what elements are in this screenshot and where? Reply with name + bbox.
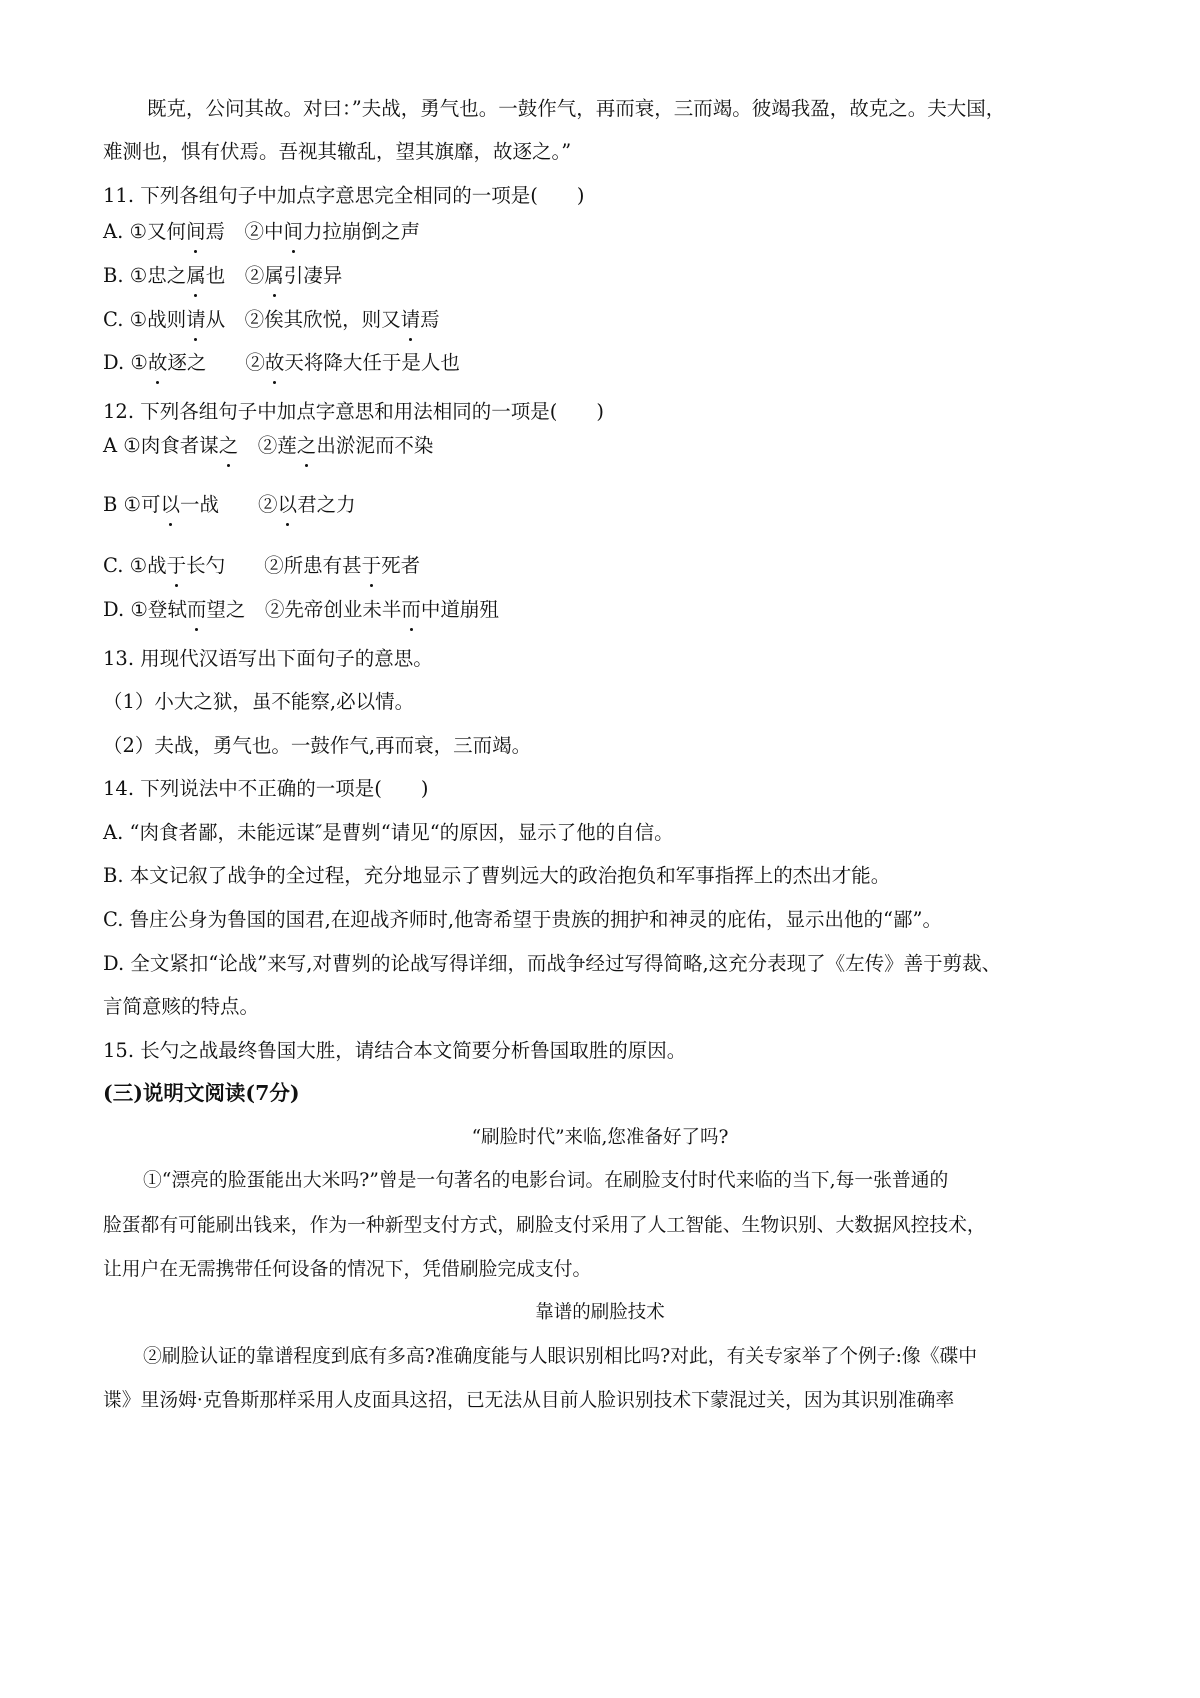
- q11-option-b[interactable]: B. ①忠之属也 ②属引凄异: [103, 262, 342, 290]
- q14-option-d-line-2[interactable]: 言简意赅的特点。: [103, 995, 260, 1018]
- section-heading: (三)说明文阅读(7分): [103, 1081, 300, 1105]
- q11-option-a[interactable]: A. ①又何间焉 ②中间力拉崩倒之声: [103, 218, 420, 246]
- q12-option-a[interactable]: A ①肉食者谋之 ②莲之出淤泥而不染: [103, 432, 433, 460]
- passage-line-2: 难测也，惧有伏焉。吾视其辙乱，望其旗靡，故逐之。”: [103, 140, 572, 163]
- question-12-stem: 12. 下列各组句子中加点字意思和用法相同的一项是( ): [103, 400, 604, 423]
- q12-option-c[interactable]: C. ①战于长勺 ②所患有甚于死者: [103, 552, 420, 580]
- dotted-char: 之: [297, 432, 317, 460]
- paragraph-1-line-1: ①“漂亮的脸蛋能出大米吗?”曾是一句著名的电影台词。在刷脸支付时代来临的当下,每一张普通的: [143, 1170, 949, 1191]
- dotted-char: 而: [401, 596, 421, 624]
- question-15-stem: 15. 长勺之战最终鲁国大胜，请结合本文简要分析鲁国取胜的原因。: [103, 1039, 687, 1062]
- q12-option-d[interactable]: D. ①登轼而望之 ②先帝创业未半而中道崩殂: [103, 596, 499, 624]
- dotted-char: 请: [401, 306, 421, 334]
- q13-sentence-1: （1）小大之狱，虽不能察,必以情。: [103, 690, 415, 713]
- dotted-char: 属: [186, 262, 206, 290]
- article-subtitle: 靠谱的刷脸技术: [535, 1302, 665, 1323]
- q14-option-d-line-1[interactable]: D. 全文紧扣“论战”来写,对曹刿的论战写得详细，而战争经过写得简略,这充分表现了《左传》善于剪裁、: [103, 952, 1002, 975]
- dotted-char: 故: [148, 349, 168, 377]
- dotted-char: 请: [186, 306, 206, 334]
- q13-sentence-2: （2）夫战，勇气也。一鼓作气,再而衰，三而竭。: [103, 734, 532, 757]
- q12-option-b[interactable]: B ①可以一战 ②以君之力: [103, 491, 356, 519]
- question-11-stem: 11. 下列各组句子中加点字意思完全相同的一项是( ): [103, 184, 585, 207]
- passage-line-1: 既克，公问其故。对曰：”夫战，勇气也。一鼓作气，再而衰，三而竭。彼竭我盈，故克之。夫大国，: [147, 97, 1006, 120]
- dotted-char: 属: [264, 262, 284, 290]
- dotted-char: 以: [161, 491, 181, 519]
- paragraph-2-line-2: 谍》里汤姆·克鲁斯那样采用人皮面具这招，已无法从目前人脸识别技术下蒙混过关，因为其识别准确率: [103, 1390, 955, 1411]
- dotted-char: 故: [265, 349, 285, 377]
- q14-option-c[interactable]: C. 鲁庄公身为鲁国的国君,在迎战齐师时,他寄希望于贵族的拥护和神灵的庇佑，显示出他的“鄙”。: [103, 908, 942, 931]
- dotted-char: 之: [219, 432, 239, 460]
- q14-option-a[interactable]: A. “肉食者鄙，未能远谋″是曹刿“请见“的原因，显示了他的自信。: [103, 821, 674, 844]
- q11-option-d[interactable]: D. ①故逐之 ②故天将降大任于是人也: [103, 349, 460, 377]
- q14-option-b[interactable]: B. 本文记叙了战争的全过程，充分地显示了曹刿远大的政治抱负和军事指挥上的杰出才能。: [103, 864, 891, 887]
- dotted-char: 间: [186, 218, 206, 246]
- dotted-char: 于: [167, 552, 187, 580]
- q11-option-c[interactable]: C. ①战则请从 ②俟其欣悦，则又请焉: [103, 306, 440, 334]
- dotted-char: 而: [187, 596, 207, 624]
- dotted-char: 间: [284, 218, 304, 246]
- paragraph-1-line-2: 脸蛋都有可能刷出钱来，作为一种新型支付方式，刷脸支付采用了人工智能、生物识别、大数据风控技术，: [103, 1215, 986, 1236]
- dotted-char: 于: [362, 552, 382, 580]
- paragraph-1-line-3: 让用户在无需携带任何设备的情况下，凭借刷脸完成支付。: [103, 1259, 592, 1280]
- dotted-char: 以: [278, 491, 298, 519]
- question-13-stem: 13. 用现代汉语写出下面句子的意思。: [103, 647, 433, 670]
- article-title: “刷脸时代”来临,您准备好了吗?: [471, 1127, 729, 1148]
- paragraph-2-line-1: ②刷脸认证的靠谱程度到底有多高?准确度能与人眼识别相比吗?对此，有关专家举了个例子:像《碟中: [143, 1346, 978, 1367]
- question-14-stem: 14. 下列说法中不正确的一项是( ): [103, 777, 429, 800]
